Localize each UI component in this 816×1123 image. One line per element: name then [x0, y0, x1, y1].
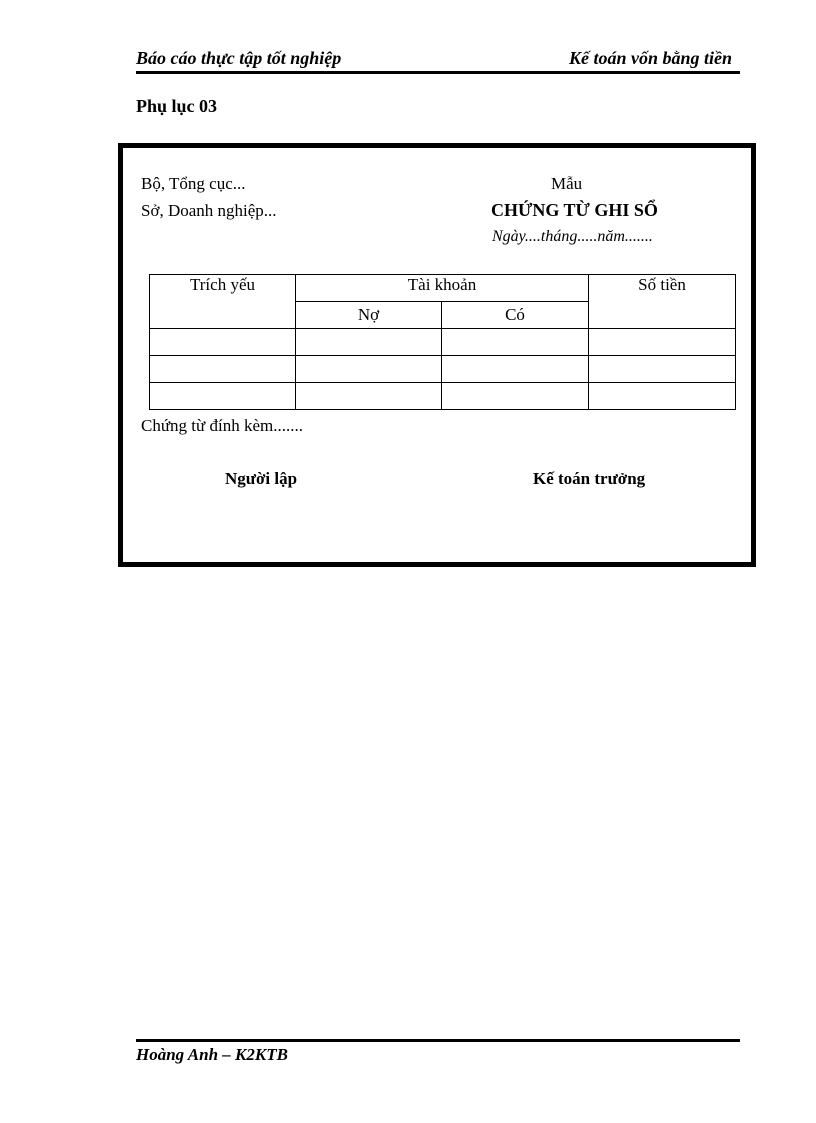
col-summary-header: Trích yếu: [150, 275, 296, 329]
table-cell: [442, 329, 589, 356]
col-credit-header: Có: [442, 302, 589, 329]
form-label: Mẫu: [551, 174, 583, 193]
table-cell: [150, 383, 296, 410]
header-divider: [136, 71, 740, 74]
table-cell: [442, 383, 589, 410]
attachments-line: Chứng từ đính kèm.......: [141, 416, 303, 435]
footer-divider: [136, 1039, 740, 1042]
appendix-title: Phụ lục 03: [136, 96, 218, 116]
signer-preparer: Người lập: [225, 469, 298, 488]
section-title: Kế toán vốn bằng tiền: [568, 48, 732, 68]
table-cell: [442, 356, 589, 383]
entries-table: [149, 274, 736, 410]
table-row: [150, 329, 736, 356]
signer-chief-accountant: Kế toán trưởng: [533, 469, 646, 488]
table-cell: [296, 356, 442, 383]
table-row: [150, 383, 736, 410]
date-line: Ngày....tháng.....năm.......: [492, 228, 653, 245]
page-header: [136, 48, 740, 72]
voucher-form: [118, 143, 756, 567]
col-amount-header: Số tiền: [589, 275, 736, 329]
table-cell: [296, 383, 442, 410]
table-cell: [589, 329, 736, 356]
footer-author: Hoàng Anh – K2KTB: [136, 1045, 288, 1064]
col-debit-header: Nợ: [296, 302, 442, 329]
form-title: CHỨNG TỪ GHI SỔ: [491, 200, 658, 220]
table-cell: [296, 329, 442, 356]
table-cell: [589, 356, 736, 383]
table-cell: [589, 383, 736, 410]
table-cell: [150, 356, 296, 383]
table-row: [150, 356, 736, 383]
org-line-ministry: Bộ, Tổng cục...: [141, 174, 246, 193]
report-title: Báo cáo thực tập tốt nghiệp: [136, 48, 342, 68]
org-line-department: Sở, Doanh nghiệp...: [141, 201, 277, 220]
table-cell: [150, 329, 296, 356]
col-account-header: Tài khoản: [296, 275, 589, 302]
